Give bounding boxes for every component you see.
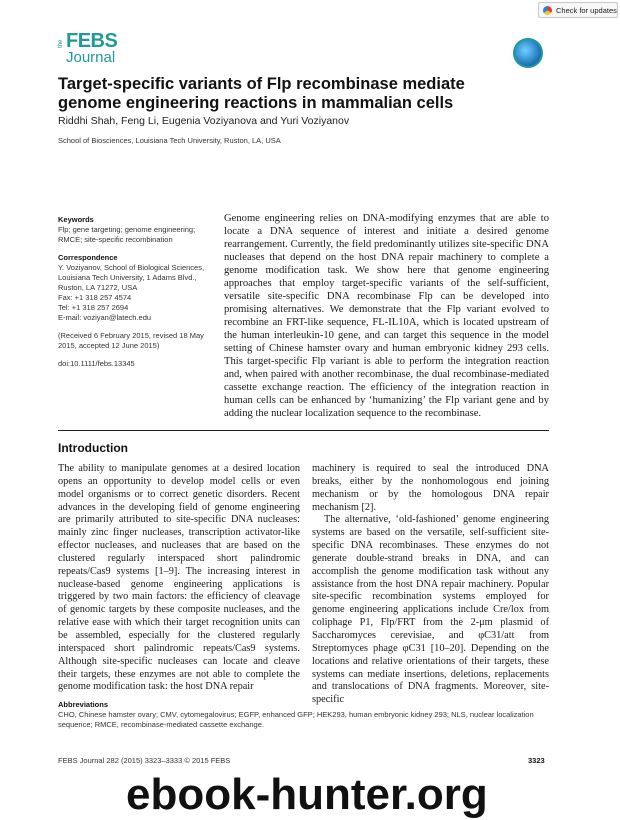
- correspondence-line: Tel: +1 318 257 2694: [58, 303, 129, 312]
- affiliation: School of Biosciences, Louisiana Tech University, Ruston, LA, USA: [58, 136, 281, 145]
- intro-column-left: [58, 463, 300, 694]
- correspondence-line: Y. Voziyanov, School of Biological Sciences,: [58, 263, 205, 272]
- received-dates: (Received 6 February 2015, revised 18 May 2015, accepted 12 June 2015): [58, 331, 204, 350]
- correspondence-line: Louisiana Tech University, 1 Adams Blvd.,: [58, 273, 197, 282]
- check-for-updates-badge[interactable]: [538, 2, 618, 18]
- intro-paragraph: The alternative, ‘old-fashioned’ genome engineering systems are based on the versatile, self-sufficient site-specific DNA recombinases. These enzymes do not generate double-strand breaks in DNA, and can accomplish the genome modification task without any assistance from the host DNA repair machinery. Popular site-specific recombination systems employed for genome engineering applications include Cre/lox from coliphage P1, Flp/FRT from the 2-μm plasmid of Saccharomyces cerevisiae, and φC31/att from Streptomyces phage φC31 [10–20]. Depending on the locations and relative orientations of their targets, these systems can mediate insertions, deletions, replacements and translocations of DNA fragments. Moreover, site-specific: [312, 514, 549, 706]
- crossmark-icon: [543, 6, 552, 15]
- intro-paragraph: The ability to manipulate genomes at a desired location opens an opportunity to develop model cells or even model organisms or to correct genetic disorders. Recent advances in the developing field of genome engineering are primarily attributed to site-specific DNA nucleases: mainly zinc finger nucleases, transcription activator-like effector nucleases, and nucleases that are based on the clustered regularly interspaced short palindromic repeats/Cas9 systems [1–9]. The increasing interest in nuclease-based genome engineering applications is triggered by two main factors: the efficiency of cleavage of genomic targets by these composite nucleases, and the relative ease with which their target recognition units can be assembled, especially for the clustered regularly interspaced short palindromic repeats/Cas9 systems. Although site-specific nucleases can locate and cleave their targets, these enzymes are not able to complete the genome modification task: the host DNA repair: [58, 463, 300, 693]
- author-list: Riddhi Shah, Feng Li, Eugenia Voziyanova and Yuri Voziyanov: [58, 115, 350, 127]
- abbreviations-text: CHO, Chinese hamster ovary; CMV, cytomegalovirus; EGFP, enhanced GFP; HEK293, human embryonic kidney 293; NLS, nuclear localization sequence; RMCE, recombinase-mediated cassette exchange.: [58, 710, 534, 729]
- intro-column-right: [312, 463, 549, 707]
- febs-journal-logo: the FEBS Journal: [58, 30, 118, 66]
- check-for-updates-label: Check for updates: [556, 5, 617, 15]
- intro-paragraph: machinery is required to seal the introduced DNA breaks, either by the nonhomologous end joining mechanism or by the homologous DNA repair mechanism [2].: [312, 463, 549, 513]
- abstract: Genome engineering relies on DNA-modifying enzymes that are able to locate a DNA sequence of interest and initiate a desired genome rearrangement. Currently, the field predominantly utilizes site-specific DNA nucleases that depend on the host DNA repair machinery to complete a genome modification task. We show here that genome engineering approaches that employ target-specific variants of the self-sufficient, versatile site-specific DNA recombinase Flp can be developed into promising alternatives. We demonstrate that the Flp variant evolved to recombine an FRT-like sequence, FL-IL10A, which is located upstream of the human interleukin-10 gene, and can target this sequence in the model setting of Chinese hamster ovary and human embryonic kidney 293 cells. This target-specific Flp variant is able to perform the integration reaction and, when paired with another recombinase, the dual recombinase-mediated cassette exchange reaction. The efficiency of the integration reaction in human cells can be enhanced by ‘humanizing’ the Flp variant gene and by adding the nuclear localization sequence to the recombinase.: [224, 213, 549, 419]
- introduction-heading: Introduction: [58, 441, 128, 455]
- keywords: Flp; gene targeting; genome engineering; RMCE; site-specific recombination: [58, 225, 196, 244]
- correspondence-email[interactable]: E-mail: voziyan@latech.edu: [58, 313, 152, 322]
- page-number: 3323: [528, 756, 545, 765]
- section-divider: [58, 430, 549, 431]
- abbreviations: [58, 700, 549, 730]
- watermark: ebook-hunter.org: [126, 770, 488, 819]
- correspondence-heading: Correspondence: [58, 253, 118, 262]
- keywords-heading: Keywords: [58, 215, 94, 224]
- article-title: Target-specific variants of Flp recombinase mediate genome engineering reactions in mammalian cells: [58, 75, 465, 112]
- doi-link[interactable]: doi:10.1111/febs.13345: [58, 359, 135, 368]
- correspondence-line: Ruston, LA 71272, USA: [58, 283, 138, 292]
- febs-seal-icon: [513, 38, 543, 68]
- article-sidebar: [58, 215, 218, 369]
- abbreviations-heading: Abbreviations: [58, 700, 109, 709]
- correspondence-line: Fax: +1 318 257 4574: [58, 293, 132, 302]
- footer-citation: FEBS Journal 282 (2015) 3323–3333 © 2015 FEBS: [58, 756, 231, 765]
